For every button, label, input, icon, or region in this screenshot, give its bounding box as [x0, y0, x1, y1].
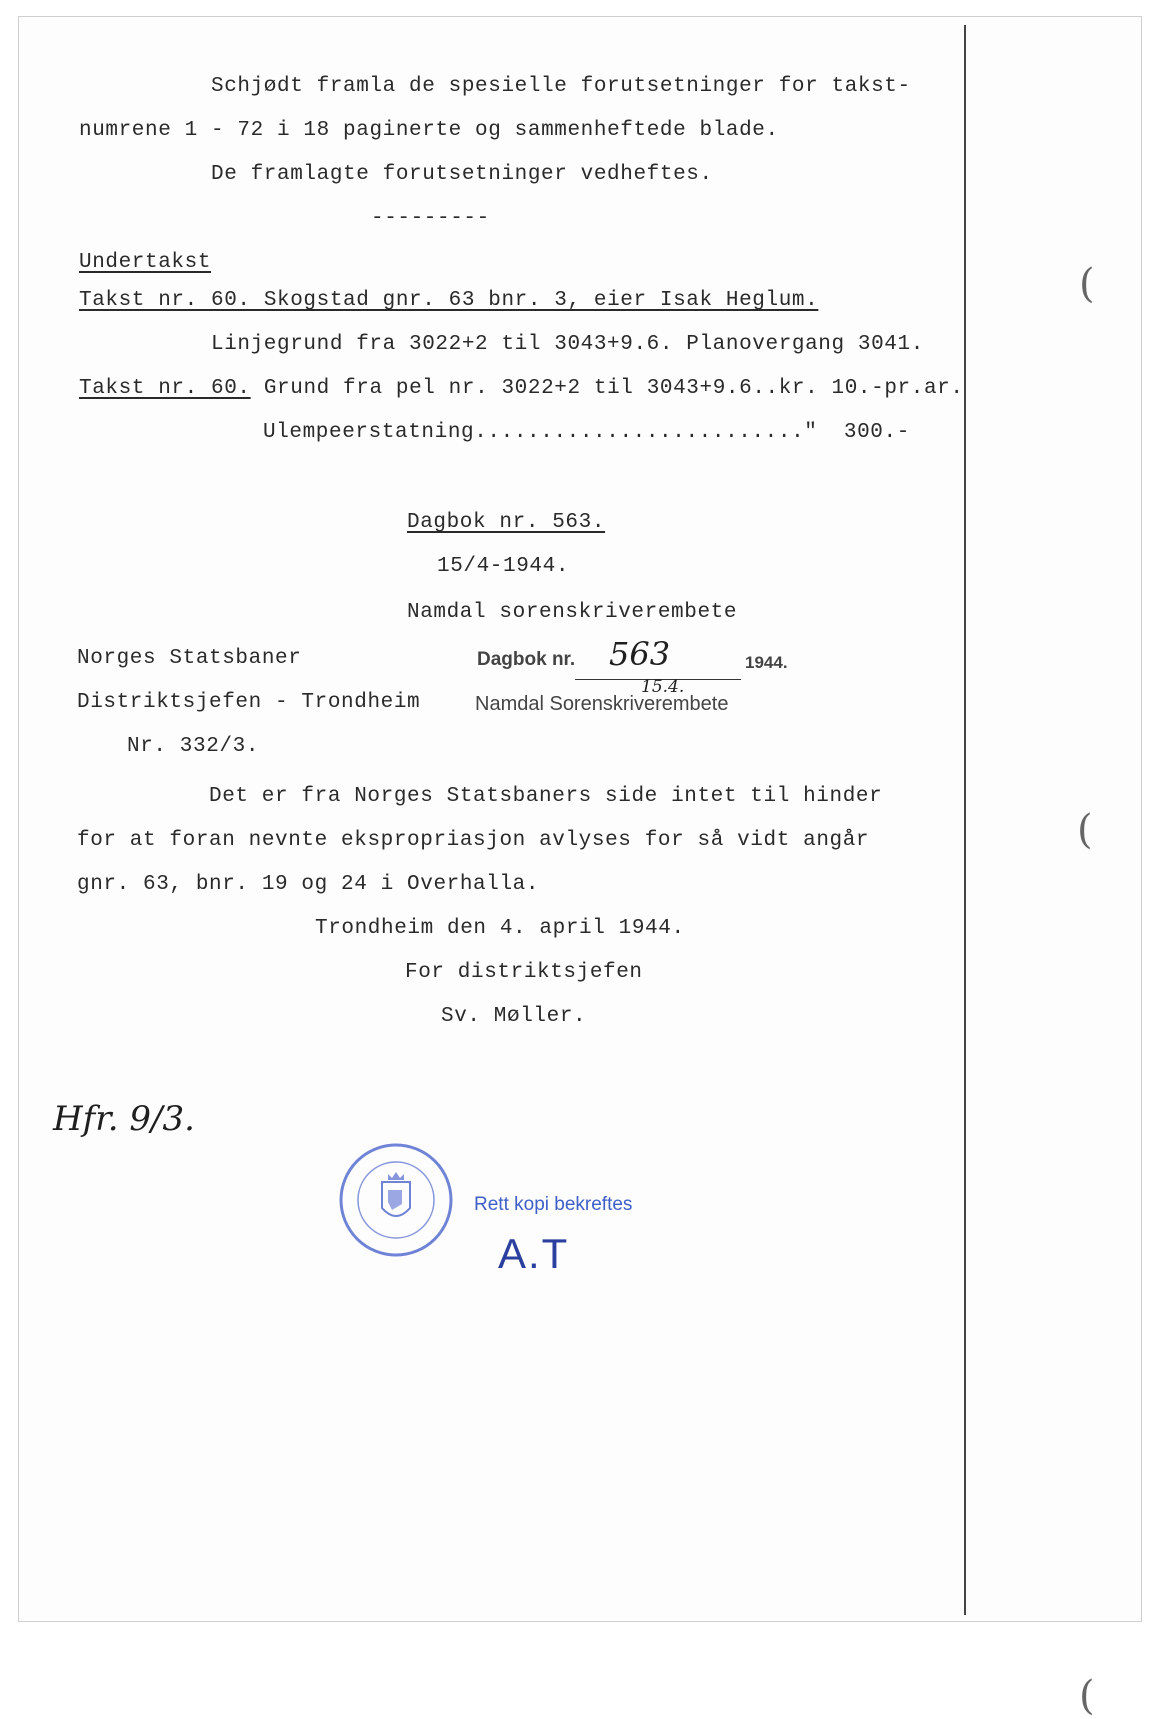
text-line: numrene 1 - 72 i 18 paginerte og sammenheftede blade.: [79, 119, 779, 142]
dagbok-line: Dagbok nr. 563.: [407, 511, 606, 534]
separator: ---------: [371, 207, 490, 230]
undertakst-heading: Undertakst: [79, 251, 212, 274]
stamp-number: 563: [609, 635, 671, 673]
takst-rest: Grund fra pel nr. 3022+2 til 3043+9.6..kr. 10.-pr.ar.: [250, 377, 964, 400]
stamp-year: 1944.: [745, 653, 788, 672]
text-line: Schjødt framla de spesielle forutsetninger for takst-: [211, 75, 911, 98]
kartverk-seal-icon: [338, 1142, 454, 1258]
text-line: Ulempeerstatning........................." 300.-: [263, 421, 910, 444]
scan-mark: (: [1079, 261, 1095, 307]
takst-heading: Takst nr. 60. Skogstad gnr. 63 bnr. 3, eier Isak Heglum.: [79, 289, 819, 312]
text-line: Det er fra Norges Statsbaners side intet til hinder: [209, 785, 883, 808]
reference-number: Nr. 332/3.: [127, 735, 260, 758]
text-line: Linjegrund fra 3022+2 til 3043+9.6. Planovergang 3041.: [211, 333, 924, 356]
text-line: gnr. 63, bnr. 19 og 24 i Overhalla.: [77, 873, 540, 896]
takst-label: Takst nr. 60.: [79, 377, 251, 400]
date-line: 15/4-1944.: [437, 555, 570, 578]
margin-rule: [964, 25, 966, 1615]
office-line: Namdal sorenskriverembete: [407, 601, 738, 624]
text-line: for at foran nevnte ekspropriasjon avlyses for så vidt angår: [77, 829, 870, 852]
scan-mark: (: [1077, 807, 1093, 853]
sender-dept: Distriktsjefen - Trondheim: [77, 691, 421, 714]
for-line: For distriktsjefen: [405, 961, 643, 984]
place-date: Trondheim den 4. april 1944.: [315, 917, 685, 940]
signature: Sv. Møller.: [441, 1005, 587, 1028]
seal-initials: A.T: [498, 1230, 570, 1277]
stamp-dagbok-label: Dagbok nr.: [477, 649, 576, 670]
document-page: [18, 16, 1142, 1719]
handwritten-note: Hfr. 9/3.: [53, 1099, 195, 1139]
stamp-date: 15.4.: [641, 677, 685, 697]
takst-line: [79, 377, 964, 400]
seal-caption: Rett kopi bekreftes: [474, 1194, 633, 1215]
text-line: De framlagte forutsetninger vedheftes.: [211, 163, 713, 186]
sender: Norges Statsbaner: [77, 647, 302, 670]
stamp-office: Namdal Sorenskriverembete: [475, 693, 729, 715]
scan-mark: (: [1079, 1673, 1095, 1719]
